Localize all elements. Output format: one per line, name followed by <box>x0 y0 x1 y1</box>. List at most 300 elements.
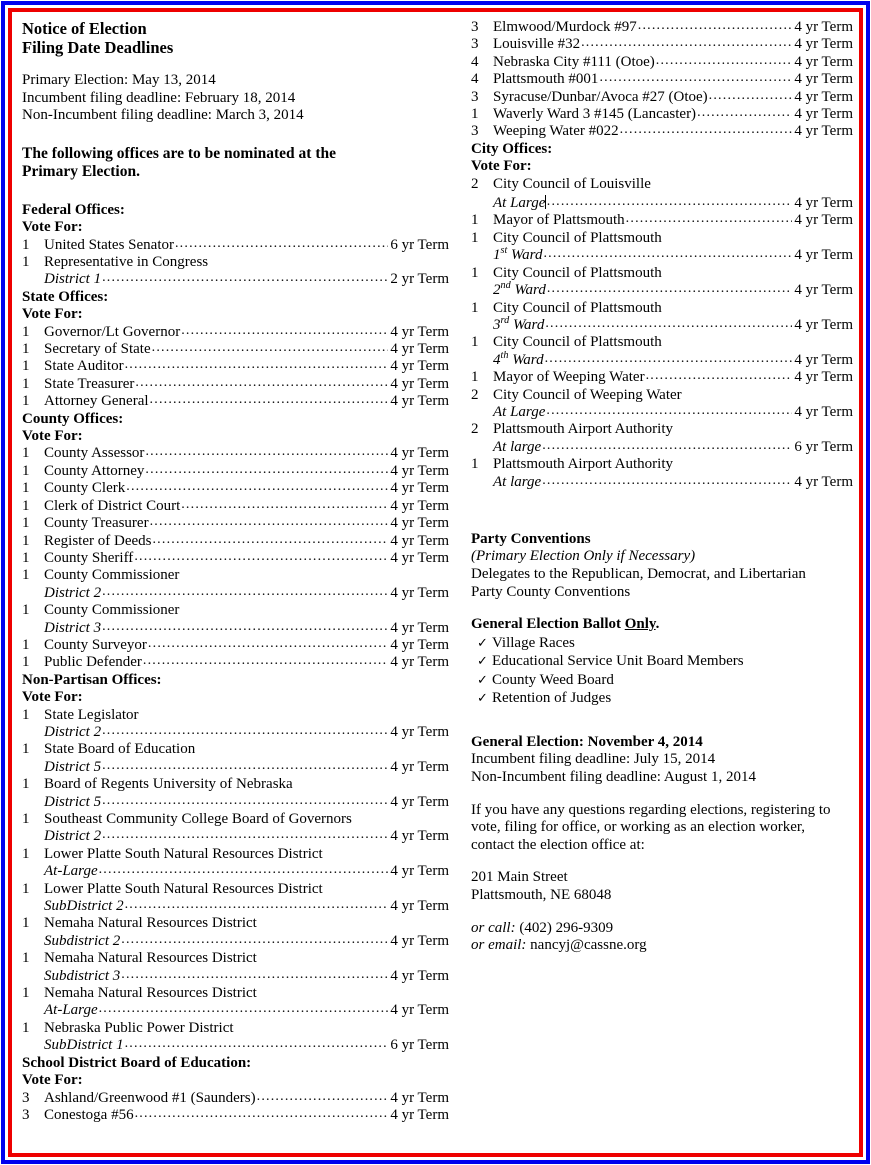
office-vote-count: 1 <box>22 636 30 653</box>
office-vote-count: 1 <box>22 602 30 619</box>
general-ballot-items <box>471 634 853 708</box>
office-term: 4 yr Term <box>794 88 853 105</box>
office-title: Plattsmouth Airport Authority <box>493 456 674 473</box>
dot-leader <box>152 531 388 548</box>
school-district-offices-list-right <box>471 19 853 141</box>
office-district-label: District 1 <box>44 271 102 288</box>
primary-non-incumbent-deadline: Non-Incumbent filing deadline: March 3, 2014 <box>22 107 304 124</box>
office-subrow <box>22 898 449 915</box>
office-district-label: District 2 <box>44 584 102 601</box>
office-term: 4 yr Term <box>390 462 449 479</box>
dot-leader <box>620 121 793 138</box>
school-district-heading: School District Board of Education: <box>22 1054 252 1071</box>
list-item <box>471 671 853 690</box>
office-term: 4 yr Term <box>390 758 449 775</box>
dot-leader <box>102 618 388 635</box>
office-row <box>471 176 853 193</box>
dot-leader <box>125 1035 389 1052</box>
dot-leader <box>102 583 388 600</box>
office-term: 4 yr Term <box>390 636 449 653</box>
spacer <box>22 125 449 145</box>
office-body <box>44 828 449 845</box>
dot-leader <box>102 722 388 739</box>
office-title: Mayor of Plattsmouth <box>493 212 625 229</box>
dot-leader <box>547 280 792 297</box>
dot-leader <box>102 757 388 774</box>
school-district-offices-list-left <box>22 1090 449 1125</box>
office-vote-count: 1 <box>22 706 30 723</box>
office-term: 4 yr Term <box>390 445 449 462</box>
office-title: Representative in Congress <box>44 254 209 270</box>
office-district-label: At Large <box>493 403 546 420</box>
office-body <box>493 212 853 229</box>
office-term: 4 yr Term <box>390 967 449 984</box>
office-subrow <box>471 282 853 299</box>
office-body <box>44 271 449 288</box>
office-title: Plattsmouth #001 <box>493 71 599 88</box>
office-title: County Treasurer <box>44 515 149 532</box>
contact-phone <box>471 920 853 938</box>
office-vote-count: 1 <box>22 375 30 392</box>
office-body <box>493 439 853 456</box>
office-district-label: 3rd Ward <box>493 314 545 333</box>
office-district-label: Subdistrict 2 <box>44 932 121 949</box>
office-body <box>493 314 853 334</box>
contact-intro-line-1: If you have any questions regarding elections, registering to <box>471 801 831 818</box>
office-vote-count: 1 <box>22 549 30 566</box>
office-vote-count: 3 <box>22 1089 30 1106</box>
office-subrow <box>471 247 853 264</box>
general-election-heading: General Election: November 4, 2014 <box>471 733 703 750</box>
office-term: 4 yr Term <box>794 247 853 264</box>
office-vote-count: 1 <box>22 393 30 410</box>
office-vote-count: 1 <box>22 254 30 270</box>
office-subrow <box>471 439 853 456</box>
office-vote-count: 1 <box>22 1019 30 1036</box>
office-body <box>44 933 449 950</box>
office-title: State Auditor <box>44 358 124 375</box>
dot-leader <box>99 1000 389 1017</box>
office-title: Plattsmouth Airport Authority <box>493 421 674 438</box>
spacer <box>22 57 449 72</box>
dot-leader <box>543 245 792 262</box>
office-subrow <box>22 828 449 845</box>
dot-leader <box>145 461 388 478</box>
office-term: 4 yr Term <box>390 1089 449 1106</box>
school-district-vote-for-label: Vote For: <box>22 1072 83 1089</box>
office-vote-count: 1 <box>22 515 30 532</box>
dot-leader <box>697 104 792 121</box>
office-title: City Council of Plattsmouth <box>493 334 662 351</box>
dot-leader <box>135 374 388 391</box>
office-subrow <box>22 271 449 288</box>
contact-email-value: nancyj@cassne.org <box>526 937 647 954</box>
office-vote-count: 1 <box>22 480 30 497</box>
dot-leader <box>181 322 388 339</box>
office-subrow <box>22 585 449 602</box>
office-district-label: District 5 <box>44 758 102 775</box>
office-title: Syracuse/Dunbar/Avoca #27 (Otoe) <box>493 88 708 105</box>
office-title: City Council of Plattsmouth <box>493 229 662 246</box>
office-row <box>22 1107 449 1124</box>
right-column <box>455 19 853 955</box>
city-vote-for-label: Vote For: <box>471 158 532 175</box>
federal-offices-heading: Federal Offices: <box>22 201 125 218</box>
office-title: Board of Regents University of Nebraska <box>44 776 293 793</box>
office-district-label: District 2 <box>44 723 102 740</box>
contact-phone-value: (402) 296-9309 <box>515 919 614 936</box>
office-vote-count: 1 <box>22 915 30 932</box>
office-body <box>493 282 853 299</box>
party-conventions-line-2: Party County Conventions <box>471 583 631 600</box>
dot-leader <box>150 391 389 408</box>
office-body <box>44 898 449 915</box>
office-body <box>493 247 853 264</box>
document-content <box>12 12 859 1153</box>
office-term: 4 yr Term <box>794 71 853 88</box>
general-ballot-heading-suffix: . <box>655 616 660 633</box>
spacer <box>471 708 853 734</box>
title-line-2: Filing Date Deadlines <box>22 38 174 57</box>
party-conventions-subheading: (Primary Election Only if Necessary) <box>471 548 696 565</box>
office-vote-count: 1 <box>471 369 479 386</box>
dot-leader <box>148 635 388 652</box>
office-term: 6 yr Term <box>390 1037 449 1054</box>
office-district-label: SubDistrict 2 <box>44 898 124 915</box>
spacer <box>22 182 449 202</box>
office-vote-count: 1 <box>22 776 30 793</box>
office-row <box>22 550 449 567</box>
dot-leader <box>547 193 793 210</box>
office-vote-count: 4 <box>471 71 479 88</box>
city-offices-heading: City Offices: <box>471 140 553 157</box>
office-term: 4 yr Term <box>794 282 853 299</box>
office-body <box>44 237 449 254</box>
non-partisan-vote-for-label: Vote For: <box>22 689 83 706</box>
office-title: Register of Deeds <box>44 532 152 549</box>
list-item-label: County Weed Board <box>492 671 614 688</box>
office-term: 4 yr Term <box>390 793 449 810</box>
office-title: Elmwood/Murdock #97 <box>493 19 637 35</box>
office-vote-count: 1 <box>22 358 30 375</box>
office-term: 4 yr Term <box>390 619 449 636</box>
office-title: Nemaha Natural Resources District <box>44 915 257 932</box>
office-title: Mayor of Weeping Water <box>493 369 645 386</box>
office-term: 4 yr Term <box>390 654 449 671</box>
general-ballot-heading-emphasis: Only <box>624 616 656 633</box>
office-vote-count: 1 <box>471 299 479 316</box>
office-subrow <box>471 404 853 421</box>
general-election-incumbent-deadline: Incumbent filing deadline: July 15, 2014 <box>471 751 716 768</box>
office-term: 4 yr Term <box>390 828 449 845</box>
page-title <box>22 19 449 57</box>
check-icon: ✓ <box>477 671 488 687</box>
federal-offices-list <box>22 237 449 289</box>
office-subrow <box>22 759 449 776</box>
office-term: 6 yr Term <box>794 438 853 455</box>
dot-leader <box>99 861 389 878</box>
office-subrow <box>22 863 449 880</box>
office-term: 4 yr Term <box>390 898 449 915</box>
office-title: State Treasurer <box>44 375 135 392</box>
office-title: Clerk of District Court <box>44 497 181 514</box>
office-vote-count: 1 <box>22 741 30 758</box>
state-vote-for-label: Vote For: <box>22 306 83 323</box>
office-row <box>22 237 449 254</box>
office-row <box>22 393 449 410</box>
office-vote-count: 1 <box>22 654 30 671</box>
office-vote-count: 2 <box>471 386 479 403</box>
spacer <box>471 601 853 616</box>
dot-leader <box>709 87 793 104</box>
office-term: 4 yr Term <box>794 212 853 229</box>
office-body <box>44 968 449 985</box>
dot-leader <box>126 478 388 495</box>
office-term: 4 yr Term <box>390 584 449 601</box>
office-vote-count: 3 <box>471 36 479 53</box>
office-title: County Sheriff <box>44 549 134 566</box>
office-title: Lower Platte South Natural Resources District <box>44 845 323 862</box>
city-offices-list <box>471 176 853 491</box>
dot-leader <box>145 443 388 460</box>
check-icon: ✓ <box>477 690 488 706</box>
contact-email <box>471 937 853 955</box>
general-ballot-heading-prefix: General Election Ballot <box>471 616 625 633</box>
office-vote-count: 3 <box>471 19 479 35</box>
office-title: Waverly Ward 3 #145 (Lancaster) <box>493 106 697 123</box>
dot-leader <box>542 472 792 489</box>
office-district-label: 2nd Ward <box>493 280 546 299</box>
title-line-1: Notice of Election <box>22 19 147 38</box>
dot-leader <box>175 235 388 252</box>
office-title: County Assessor <box>44 445 145 462</box>
office-title: Nebraska City #111 (Otoe) <box>493 53 655 70</box>
office-body <box>44 585 449 602</box>
office-vote-count: 2 <box>471 175 479 192</box>
office-title: Governor/Lt Governor <box>44 323 181 340</box>
office-title: County Commissioner <box>44 602 180 619</box>
nomination-note-line-1: The following offices are to be nominated at the <box>22 144 336 162</box>
office-vote-count: 1 <box>471 229 479 246</box>
dot-leader <box>135 1105 389 1122</box>
list-item <box>471 634 853 653</box>
dot-leader <box>125 896 389 913</box>
county-vote-for-label: Vote For: <box>22 428 83 445</box>
dot-leader <box>638 17 793 34</box>
office-row <box>471 71 853 88</box>
office-district-label: At-Large <box>44 863 98 880</box>
state-offices-heading: State Offices: <box>22 288 109 305</box>
office-term: 4 yr Term <box>390 1106 449 1123</box>
dot-leader <box>102 269 388 286</box>
office-title: Conestoga #56 <box>44 1106 134 1123</box>
party-conventions-line-1: Delegates to the Republican, Democrat, and Libertarian <box>471 565 806 582</box>
office-vote-count: 1 <box>22 323 30 340</box>
dot-leader <box>646 367 793 384</box>
dot-leader <box>152 339 389 356</box>
dot-leader <box>121 966 388 983</box>
office-subrow <box>22 724 449 741</box>
office-row <box>471 89 853 106</box>
office-title: County Clerk <box>44 480 126 497</box>
office-body <box>44 794 449 811</box>
office-term: 4 yr Term <box>390 549 449 566</box>
dot-leader <box>656 52 793 69</box>
office-term: 4 yr Term <box>390 1002 449 1019</box>
ordinal-suffix: st <box>500 245 508 257</box>
list-item <box>471 689 853 708</box>
office-title: City Council of Plattsmouth <box>493 299 662 316</box>
ordinal-suffix: nd <box>500 280 511 292</box>
office-term: 4 yr Term <box>794 19 853 35</box>
dot-leader <box>150 513 389 530</box>
dot-leader <box>599 69 792 86</box>
dot-leader <box>257 1088 389 1105</box>
nomination-note-line-2: Primary Election. <box>22 163 140 181</box>
primary-election-date: Primary Election: May 13, 2014 <box>22 72 216 88</box>
office-district-label: At Large <box>493 195 546 212</box>
office-title: United States Senator <box>44 236 174 253</box>
office-district-label: 4th Ward <box>493 349 544 368</box>
office-body <box>493 474 853 491</box>
office-term: 4 yr Term <box>794 123 853 140</box>
office-title: Secretary of State <box>44 341 151 358</box>
office-vote-count: 2 <box>471 421 479 438</box>
check-icon: ✓ <box>477 634 488 650</box>
office-term: 4 yr Term <box>794 369 853 386</box>
office-district-label: District 3 <box>44 619 102 636</box>
office-district-label: At large <box>493 438 542 455</box>
office-body <box>44 550 449 567</box>
office-body <box>44 724 449 741</box>
office-district-label: District 2 <box>44 828 102 845</box>
dot-leader <box>546 402 792 419</box>
office-district-label: At large <box>493 473 542 490</box>
dot-leader <box>626 210 793 227</box>
office-term: 4 yr Term <box>390 932 449 949</box>
office-subrow <box>22 933 449 950</box>
office-title: County Attorney <box>44 462 145 479</box>
office-vote-count: 4 <box>471 53 479 70</box>
non-partisan-offices-heading: Non-Partisan Offices: <box>22 671 162 688</box>
office-title: City Council of Plattsmouth <box>493 264 662 281</box>
office-vote-count: 1 <box>22 497 30 514</box>
office-body <box>44 1002 449 1019</box>
office-row <box>22 654 449 671</box>
dot-leader <box>545 315 792 332</box>
office-body <box>493 176 853 193</box>
office-term: 4 yr Term <box>390 497 449 514</box>
office-vote-count: 3 <box>22 1106 30 1123</box>
office-term: 4 yr Term <box>390 515 449 532</box>
office-term: 4 yr Term <box>390 480 449 497</box>
dot-leader <box>181 496 388 513</box>
office-body <box>44 759 449 776</box>
office-vote-count: 1 <box>471 106 479 123</box>
office-vote-count: 1 <box>22 950 30 967</box>
office-row <box>471 123 853 140</box>
office-body <box>44 1107 449 1124</box>
office-term: 4 yr Term <box>390 375 449 392</box>
office-term: 4 yr Term <box>390 358 449 375</box>
office-district-label: At-Large <box>44 1002 98 1019</box>
office-row <box>471 212 853 229</box>
office-vote-count: 1 <box>22 985 30 1002</box>
office-body <box>493 71 853 88</box>
office-term: 2 yr Term <box>390 271 449 288</box>
office-vote-count: 3 <box>471 123 479 140</box>
office-subrow <box>22 794 449 811</box>
office-vote-count: 1 <box>22 445 30 462</box>
office-row <box>471 369 853 386</box>
office-subrow <box>22 1002 449 1019</box>
office-term: 4 yr Term <box>794 53 853 70</box>
ordinal-suffix: rd <box>500 314 510 326</box>
office-body <box>44 863 449 880</box>
office-title: Nemaha Natural Resources District <box>44 985 257 1002</box>
office-title: Southeast Community College Board of Governors <box>44 811 352 827</box>
general-election-non-incumbent-deadline: Non-Incumbent filing deadline: August 1, 2014 <box>471 768 756 785</box>
office-title: Ashland/Greenwood #1 (Saunders) <box>44 1089 256 1106</box>
list-item-label: Village Races <box>492 634 575 651</box>
office-title: County Surveyor <box>44 636 147 653</box>
contact-intro-line-3: contact the election office at: <box>471 836 645 853</box>
office-vote-count: 1 <box>22 811 30 827</box>
office-term: 4 yr Term <box>794 106 853 123</box>
dot-leader <box>121 931 388 948</box>
office-district-label: Subdistrict 3 <box>44 967 121 984</box>
spacer <box>471 491 853 531</box>
office-title: City Council of Louisville <box>493 175 651 192</box>
federal-vote-for-label: Vote For: <box>22 219 83 236</box>
nomination-note <box>22 145 449 182</box>
party-conventions-heading: Party Conventions <box>471 530 591 547</box>
office-term: 4 yr Term <box>794 36 853 53</box>
non-partisan-offices-list <box>22 707 449 1055</box>
office-title: County Commissioner <box>44 567 180 584</box>
contact-phone-label: or call: <box>471 919 516 936</box>
office-vote-count: 1 <box>471 334 479 351</box>
office-vote-count: 1 <box>22 567 30 584</box>
contact-address-line-2: Plattsmouth, NE 68048 <box>471 886 612 903</box>
contact-email-label: or email: <box>471 937 527 954</box>
office-vote-count: 1 <box>471 456 479 473</box>
office-title: Nebraska Public Power District <box>44 1019 234 1036</box>
list-item-label: Retention of Judges <box>492 690 612 707</box>
left-column <box>22 19 455 1124</box>
office-term: 4 yr Term <box>794 351 853 368</box>
office-subrow <box>22 968 449 985</box>
contact-address-line-1: 201 Main Street <box>471 869 568 886</box>
office-district-label: District 5 <box>44 793 102 810</box>
office-term: 4 yr Term <box>390 863 449 880</box>
list-item-label: Educational Service Unit Board Members <box>492 653 744 670</box>
county-offices-heading: County Offices: <box>22 410 124 427</box>
check-icon: ✓ <box>477 653 488 669</box>
office-body <box>44 654 449 671</box>
office-title: Weeping Water #022 <box>493 123 619 140</box>
dot-leader <box>125 356 389 373</box>
dot-leader <box>545 350 793 367</box>
office-body <box>44 1037 449 1054</box>
office-subrow <box>471 474 853 491</box>
primary-incumbent-deadline: Incumbent filing deadline: February 18, 2014 <box>22 89 296 106</box>
office-vote-count: 3 <box>471 88 479 105</box>
office-vote-count: 1 <box>22 845 30 862</box>
general-ballot-heading <box>471 616 853 633</box>
office-subrow <box>22 1037 449 1054</box>
dot-leader <box>581 34 792 51</box>
